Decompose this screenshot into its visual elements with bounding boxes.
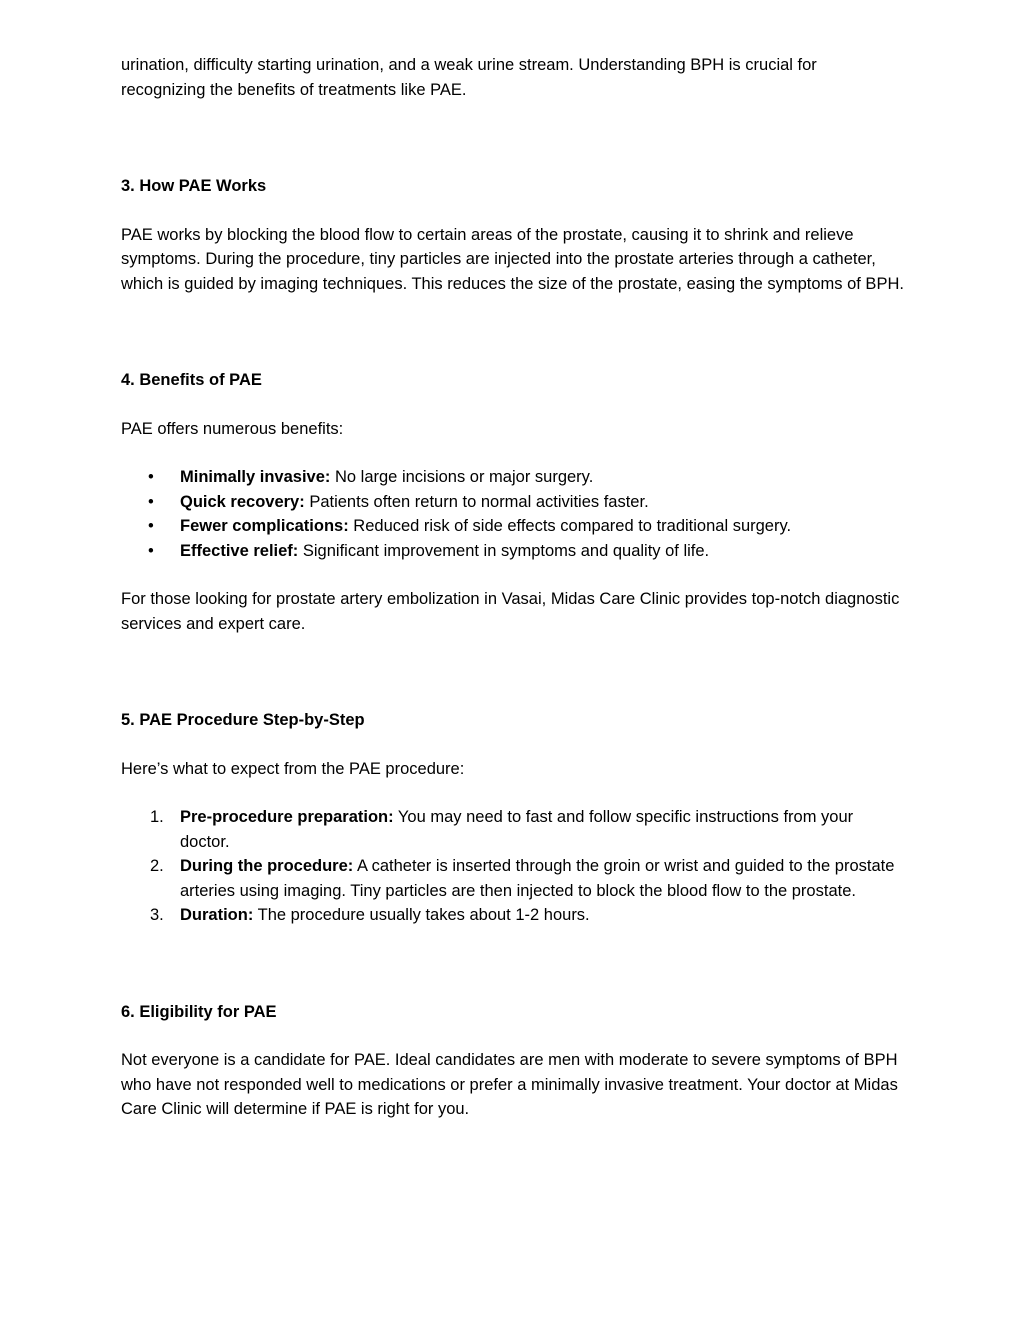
benefit-term: Quick recovery: (180, 492, 305, 511)
step-term: Duration: (180, 906, 254, 924)
procedure-step-item (121, 854, 904, 903)
step-number: 1. (150, 808, 164, 826)
step-text: The procedure usually takes about 1-2 hours. (253, 906, 590, 924)
step-text: You may need to fast and follow specific instructions from your doctor. (180, 808, 854, 851)
step-text: A catheter is inserted through the groin or wrist and guided to the prostate arteries using imaging. Tiny particles are then injected to block the blood flow to the prostate. (180, 857, 895, 900)
step-number: 2. (150, 857, 164, 875)
section-how-pae-works (121, 174, 904, 296)
section-heading-procedure-steps: 5. PAE Procedure Step-by-Step (121, 711, 365, 729)
benefits-list (121, 465, 904, 563)
section-heading-benefits-of-pae: 4. Benefits of PAE (121, 371, 262, 389)
benefit-item (121, 539, 904, 564)
step-number: 3. (150, 906, 164, 924)
intro-continuation-paragraph: urination, difficulty starting urination, and a weak urine stream. Understanding BPH is crucial for recognizing the benefits of treatments like PAE. (121, 56, 817, 99)
step-term: Pre-procedure preparation: (180, 808, 394, 826)
step-term: During the procedure: (180, 857, 354, 875)
benefit-term: Fewer complications: (180, 517, 349, 535)
section-heading-how-pae-works: 3. How PAE Works (121, 177, 267, 195)
section-benefits-of-pae (121, 368, 904, 636)
section-eligibility (121, 1000, 904, 1122)
benefit-item (121, 465, 904, 490)
benefit-term: Effective relief: (180, 541, 299, 560)
procedure-step-item (121, 805, 904, 854)
benefit-text: Reduced risk of side effects compared to traditional surgery. (348, 517, 792, 535)
benefit-term: Minimally invasive: (180, 468, 331, 486)
benefits-closing-paragraph: For those looking for prostate artery embolization in Vasai, Midas Care Clinic provides top-notch diagnostic services and expert care. (121, 590, 900, 633)
benefit-text: Patients often return to normal activities faster. (304, 492, 649, 511)
benefit-item (121, 490, 904, 515)
procedure-step-item (121, 903, 904, 928)
section-procedure-steps (121, 708, 904, 928)
procedure-intro-paragraph: Here’s what to expect from the PAE procedure: (121, 759, 465, 778)
section-heading-eligibility: 6. Eligibility for PAE (121, 1002, 277, 1021)
benefit-item (121, 514, 904, 539)
benefit-text: No large incisions or major surgery. (330, 468, 594, 486)
benefits-intro-paragraph: PAE offers numerous benefits: (121, 419, 344, 438)
eligibility-paragraph: Not everyone is a candidate for PAE. Ideal candidates are men with moderate to severe symptoms of BPH who have not responded well to medications or prefer a minimally invasive treatment. Your doctor at Midas Care Clinic will determine if PAE is right for you. (121, 1051, 898, 1118)
benefit-text: Significant improvement in symptoms and quality of life. (298, 541, 710, 560)
how-pae-works-paragraph: PAE works by blocking the blood flow to certain areas of the prostate, causing it to shrink and relieve symptoms. During the procedure, tiny particles are injected into the prostate arteries through a catheter, which is guided by imaging techniques. This reduces the size of the prostate, easing the symptoms of BPH. (121, 225, 904, 293)
procedure-steps-list (121, 805, 904, 928)
